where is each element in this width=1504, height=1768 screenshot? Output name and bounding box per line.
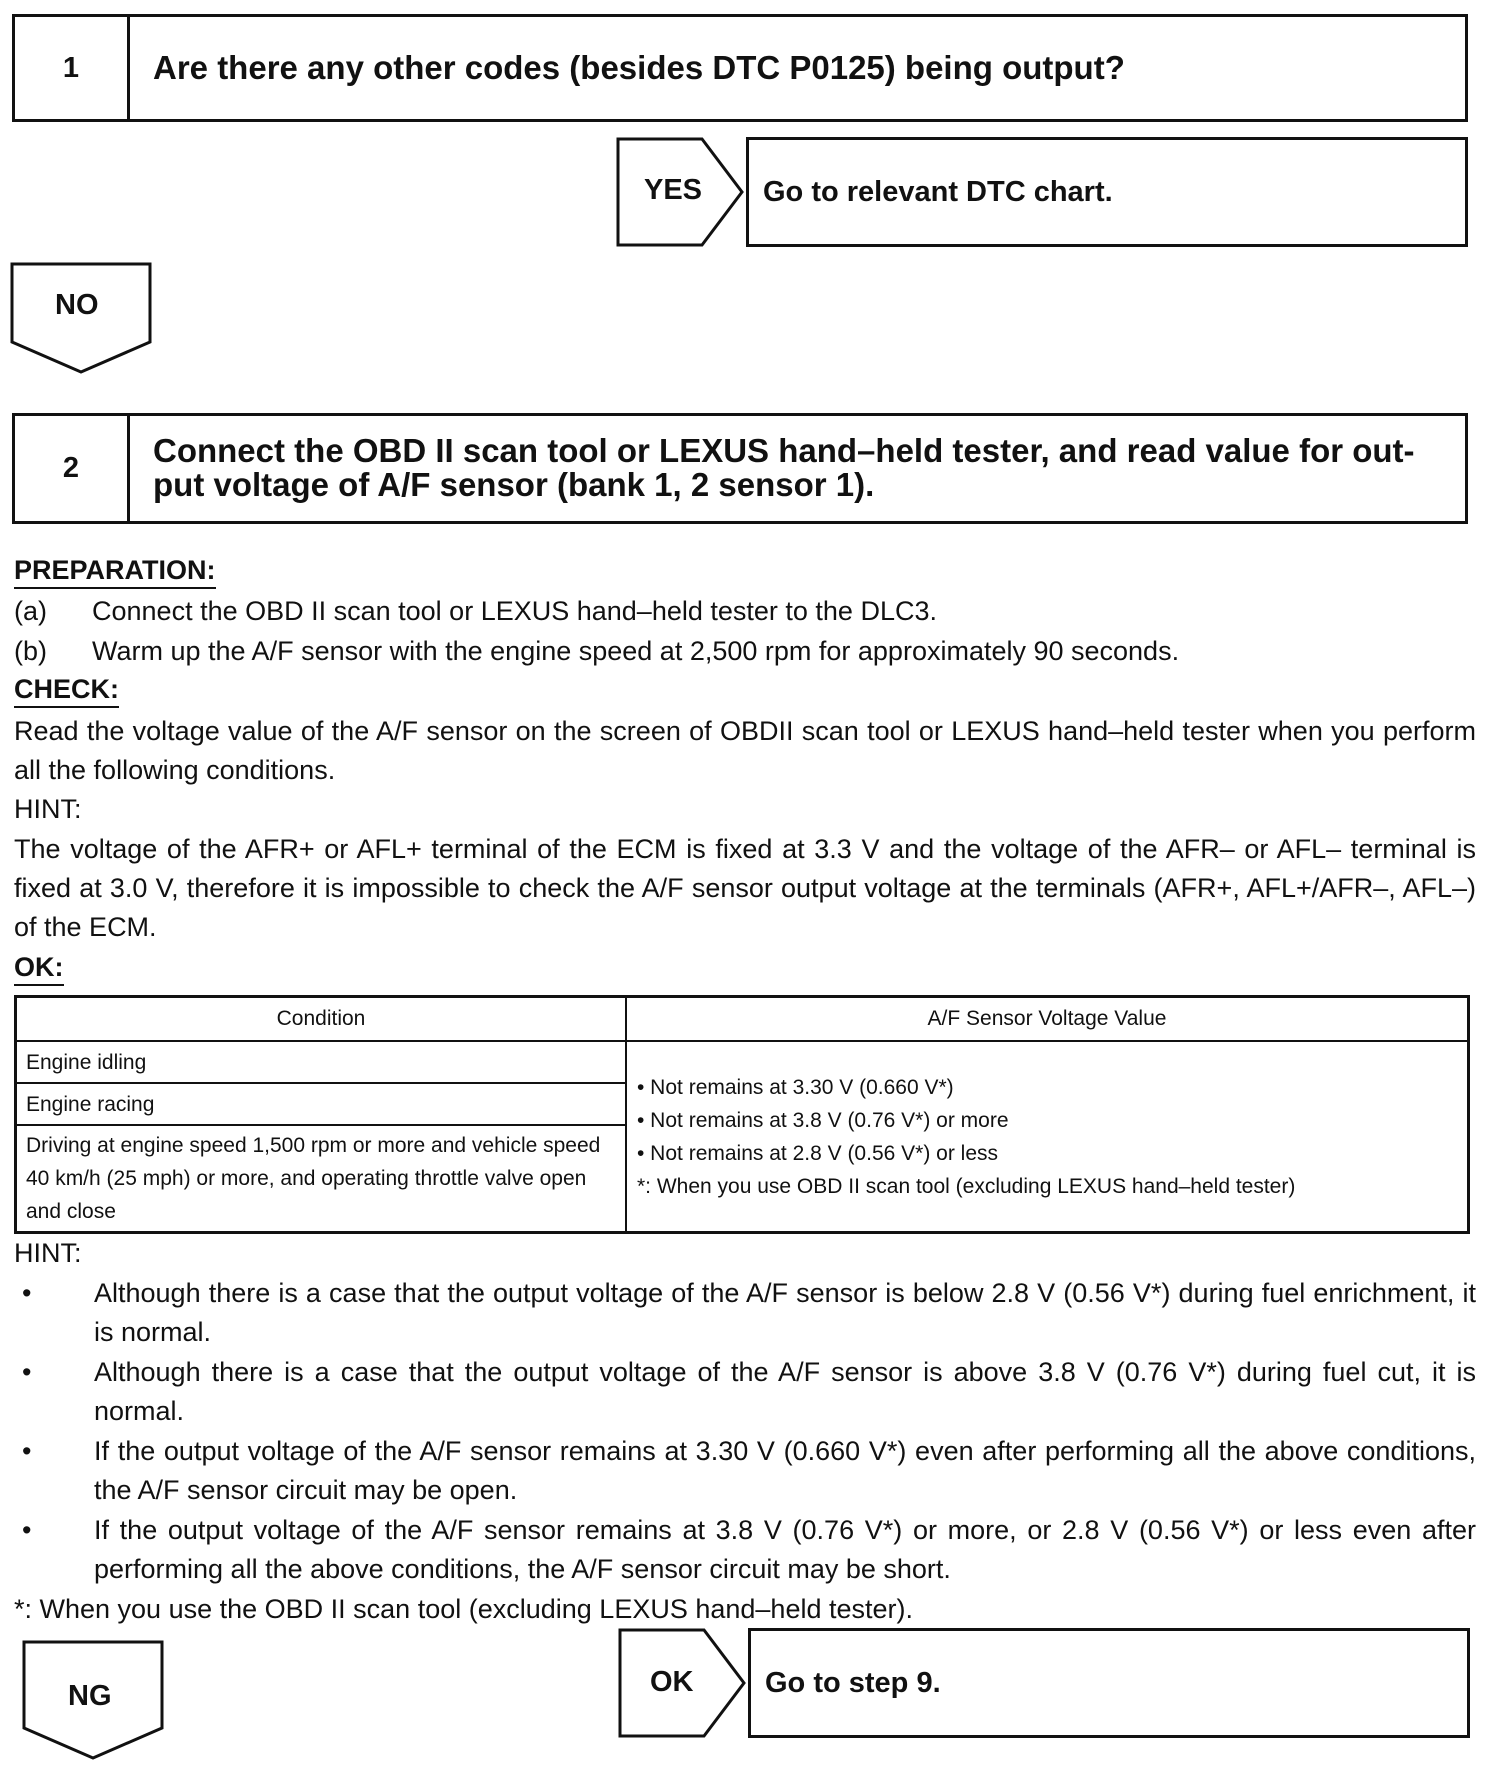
hint-footnote: *: When you use the OBD II scan tool (excluding LEXUS hand–held tester). xyxy=(14,1594,913,1624)
preparation-item-a-marker: (a) xyxy=(14,596,47,626)
preparation-item-a-text: Connect the OBD II scan tool or LEXUS hand–held tester to the DLC3. xyxy=(92,596,937,626)
step-2-box xyxy=(12,413,1468,524)
ng-label: NG xyxy=(68,1680,112,1712)
table-cell-condition: Engine idling xyxy=(16,1041,627,1083)
voltage-value-item: • Not remains at 3.8 V (0.76 V*) or more xyxy=(637,1108,1009,1132)
hint-bullet-text: Although there is a case that the output voltage of the A/F sensor is below 2.8 V (0.56 V*) during fuel enrichment, it is normal. xyxy=(94,1278,1476,1347)
voltage-value-item: • Not remains at 3.30 V (0.660 V*) xyxy=(637,1075,954,1099)
ok-heading: OK: xyxy=(14,950,64,986)
ok-result-box xyxy=(748,1628,1470,1738)
bullet-icon: • xyxy=(22,1515,32,1545)
table-cell-voltage-values xyxy=(626,1041,1469,1233)
hint-bullet xyxy=(22,1274,1476,1352)
voltage-value-item: • Not remains at 2.8 V (0.56 V*) or less xyxy=(637,1141,998,1165)
table-row xyxy=(16,1041,1469,1083)
step-1-number: 1 xyxy=(15,17,130,119)
step-2-title-line2: put voltage of A/F sensor (bank 1, 2 sensor 1). xyxy=(153,466,875,503)
hint-bullet xyxy=(22,1353,1476,1431)
check-hint-label: HINT: xyxy=(14,794,82,824)
table-header-row xyxy=(16,997,1469,1042)
check-heading: CHECK: xyxy=(14,672,119,708)
hint-bullet-text: Although there is a case that the output voltage of the A/F sensor is above 3.8 V (0.76 V*) during fuel cut, it is normal. xyxy=(94,1357,1476,1426)
yes-label: YES xyxy=(644,174,703,206)
table-cell-condition: Driving at engine speed 1,500 rpm or more and vehicle speed 40 km/h (25 mph) or more, and operating throttle valve open and close xyxy=(16,1125,627,1233)
check-hint-text: The voltage of the AFR+ or AFL+ terminal of the ECM is fixed at 3.3 V and the voltage of the AFR– or AFL– terminal is fixed at 3.0 V, therefore it is impossible to check the A/F sensor output voltage at the terminals (AFR+, AFL+/AFR–, AFL–) of the ECM. xyxy=(14,834,1476,942)
voltage-value-footnote: *: When you use OBD II scan tool (excluding LEXUS hand–held tester) xyxy=(637,1174,1296,1198)
no-label: NO xyxy=(55,289,99,321)
hint-bullet xyxy=(22,1511,1476,1589)
hint-bullet xyxy=(22,1432,1476,1510)
step-1-title: Are there any other codes (besides DTC P0125) being output? xyxy=(153,49,1125,86)
ok-label: OK xyxy=(650,1666,694,1698)
step-2-title xyxy=(153,434,1441,502)
preparation-heading: PREPARATION: xyxy=(14,553,216,589)
step-1-box xyxy=(12,14,1468,122)
step-2-number: 2 xyxy=(15,416,130,521)
ok-condition-table xyxy=(14,995,1470,1234)
hint-label: HINT: xyxy=(14,1238,82,1268)
ok-result-text: Go to step 9. xyxy=(765,1666,941,1699)
hint-bullet-text: If the output voltage of the A/F sensor remains at 3.30 V (0.660 V*) even after performing all the above conditions, the A/F sensor circuit may be open. xyxy=(94,1436,1476,1505)
table-cell-condition: Engine racing xyxy=(16,1083,627,1125)
hint-bullet-text: If the output voltage of the A/F sensor remains at 3.8 V (0.76 V*) or more, or 2.8 V (0.56 V*) or less even after performing all the above conditions, the A/F sensor circuit may be short. xyxy=(94,1515,1476,1584)
check-text: Read the voltage value of the A/F sensor on the screen of OBDII scan tool or LEXUS hand–held tester when you perform all the following conditions. xyxy=(14,716,1476,785)
preparation-item-b-marker: (b) xyxy=(14,636,47,666)
bullet-icon: • xyxy=(22,1357,32,1387)
bullet-icon: • xyxy=(22,1436,32,1466)
yes-result-box xyxy=(746,137,1468,247)
table-header-condition: Condition xyxy=(16,997,627,1042)
preparation-item-b-text: Warm up the A/F sensor with the engine speed at 2,500 rpm for approximately 90 seconds. xyxy=(92,636,1180,666)
table-header-voltage: A/F Sensor Voltage Value xyxy=(626,997,1469,1042)
step-2-title-line1: Connect the OBD II scan tool or LEXUS hand–held tester, and read value for out- xyxy=(153,432,1415,469)
yes-result-text: Go to relevant DTC chart. xyxy=(763,175,1113,208)
bullet-icon: • xyxy=(22,1278,32,1308)
